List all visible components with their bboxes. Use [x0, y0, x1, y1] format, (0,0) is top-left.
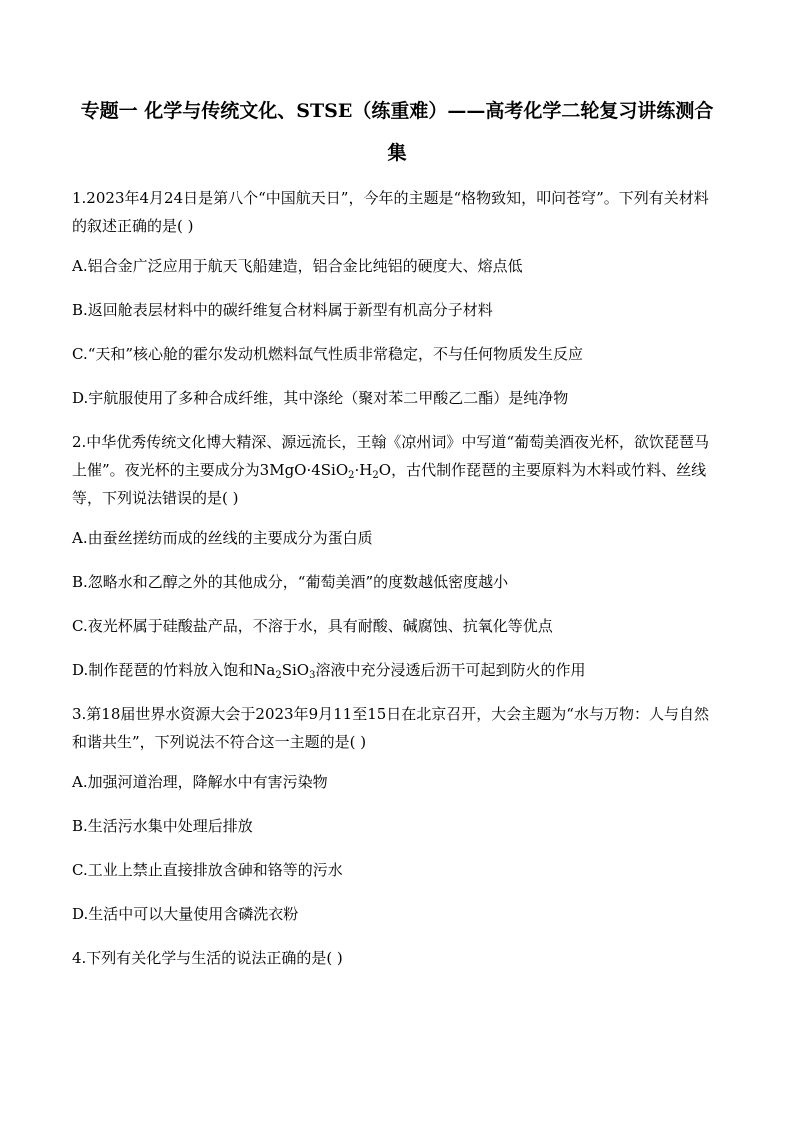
question-2-option-c: C.夜光杯属于硅酸盐产品，不溶于水，具有耐酸、碱腐蚀、抗氧化等优点: [72, 617, 553, 635]
question-2-stem-part-a: 2.中华优秀传统文化博大精深、源远流长，王翰《凉州词》中写道“葡萄美酒夜光杯，欲饮琵琶马上催”。夜光杯的主要成分为3MgO·4SiO: [72, 433, 709, 479]
question-2-option-d-part-a: D.制作琵琶的竹料放入饱和Na: [72, 661, 276, 679]
question-3-option-c: C.工业上禁止直接排放含砷和铬等的污水: [72, 861, 343, 879]
document-title: 专题一 化学与传统文化、STSE（练重难）——高考化学二轮复习讲练测合集: [80, 100, 714, 164]
question-2-option-a: A.由蚕丝搓纺而成的丝线的主要成分为蛋白质: [72, 529, 373, 547]
document-page: [72, 90, 722, 984]
question-4-stem: 4.下列有关化学与生活的说法正确的是( ): [72, 949, 343, 967]
question-3-option-b: B.生活污水集中处理后排放: [72, 817, 253, 835]
question-1-option-d: D.宇航服使用了多种合成纤维，其中涤纶（聚对苯二甲酸乙二酯）是纯净物: [72, 389, 569, 407]
question-2-option-d: [72, 656, 722, 684]
question-2-stem-subscript-2: 2: [372, 470, 379, 481]
question-1-option-a: A.铝合金广泛应用于航天飞船建造，铝合金比纯铝的硬度大、熔点低: [72, 257, 523, 275]
question-1-option-c: C.“天和”核心舱的霍尔发动机燃料氙气性质非常稳定，不与任何物质发生反应: [72, 345, 584, 363]
question-1-option-b: B.返回舱表层材料中的碳纤维复合材料属于新型有机高分子材料: [72, 301, 493, 319]
question-3-option-a: A.加强河道治理，降解水中有害污染物: [72, 773, 328, 791]
question-2-option-d-subscript-2: 3: [309, 670, 316, 681]
question-2-option-b: B.忽略水和乙醇之外的其他成分，“葡萄美酒”的度数越低密度越小: [72, 573, 509, 591]
question-2-stem-part-c: O，古代制作琵琶的主要原料为木料或竹料、丝线等，下列说法错误的是( ): [72, 461, 707, 507]
question-2-stem-part-b: ·H: [354, 461, 373, 479]
question-2-stem: [72, 428, 722, 512]
question-3-option-d: D.生活中可以大量使用含磷洗衣粉: [72, 905, 299, 923]
question-2-option-d-subscript-1: 2: [275, 670, 282, 681]
question-2-option-d-part-b: SiO: [281, 661, 310, 679]
question-2-option-d-part-c: 溶液中充分浸透后沥干可起到防火的作用: [315, 661, 586, 679]
question-1-stem: 1.2023年4月24日是第八个“中国航天日”，今年的主题是“格物致知，叩问苍穹”。下列有关材料的叙述正确的是( ): [72, 189, 709, 235]
question-2-stem-subscript-1: 2: [348, 470, 355, 481]
question-3-stem: 3.第18届世界水资源大会于2023年9月11至15日在北京召开，大会主题为“水与万物：人与自然和谐共生”，下列说法不符合这一主题的是( ): [72, 705, 709, 751]
